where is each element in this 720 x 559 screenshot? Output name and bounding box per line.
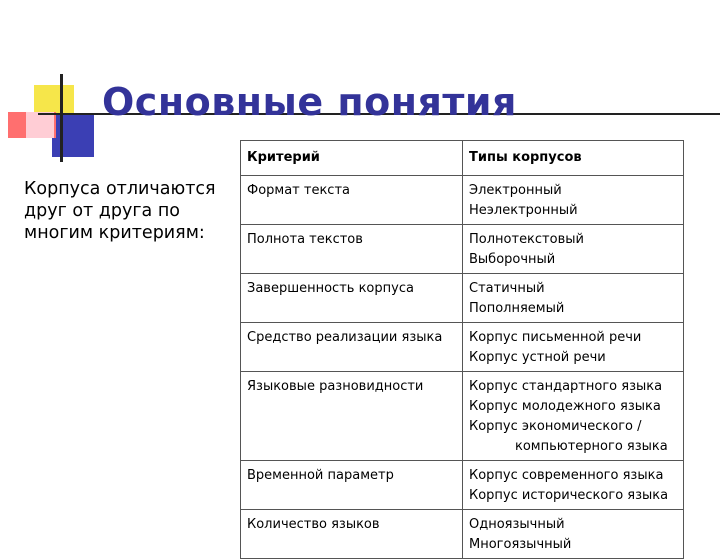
table-row [241, 323, 684, 372]
table-row [241, 225, 684, 274]
type-item: Неэлектронный [469, 203, 578, 218]
type-item: Корпус современного языка [469, 468, 664, 483]
types-cell [463, 372, 684, 461]
type-item: Многоязычный [469, 537, 572, 552]
decor-pink-bar [26, 112, 54, 138]
criterion-cell: Полнота текстов [241, 225, 463, 274]
types-cell [463, 461, 684, 510]
type-item: Статичный [469, 281, 545, 296]
table-row [241, 176, 684, 225]
type-item: Одноязычный [469, 517, 565, 532]
criterion-cell: Языковые разновидности [241, 372, 463, 461]
decor-blue-square [52, 115, 94, 157]
criterion-cell: Завершенность корпуса [241, 274, 463, 323]
left-text: Корпуса отличаются друг от друга по многим критериям: [24, 179, 216, 243]
criterion-cell: Средство реализации языка [241, 323, 463, 372]
header-criterion: Критерий [241, 141, 463, 176]
type-item: Корпус письменной речи [469, 330, 642, 345]
header-types: Типы корпусов [463, 141, 684, 176]
types-cell [463, 176, 684, 225]
type-item: компьютерного языка [515, 439, 668, 454]
type-item: Корпус экономического / [469, 419, 642, 434]
type-item: Электронный [469, 183, 562, 198]
table-row [241, 274, 684, 323]
table-header-row [241, 141, 684, 176]
table-row [241, 372, 684, 461]
type-item: Корпус устной речи [469, 350, 606, 365]
slide-title: Основные понятия [102, 80, 517, 124]
criterion-cell: Формат текста [241, 176, 463, 225]
type-item: Выборочный [469, 252, 556, 267]
types-cell [463, 510, 684, 559]
types-cell [463, 274, 684, 323]
table-row [241, 510, 684, 559]
criteria-table [240, 140, 684, 559]
type-item: Корпус исторического языка [469, 488, 669, 503]
type-item: Корпус молодежного языка [469, 399, 661, 414]
type-item: Пополняемый [469, 301, 565, 316]
type-item: Корпус стандартного языка [469, 379, 663, 394]
table-row [241, 461, 684, 510]
types-cell [463, 323, 684, 372]
decor-vertical-line [60, 74, 63, 162]
type-item: Полнотекстовый [469, 232, 584, 247]
criterion-cell: Количество языков [241, 510, 463, 559]
criterion-cell: Временной параметр [241, 461, 463, 510]
types-cell [463, 225, 684, 274]
